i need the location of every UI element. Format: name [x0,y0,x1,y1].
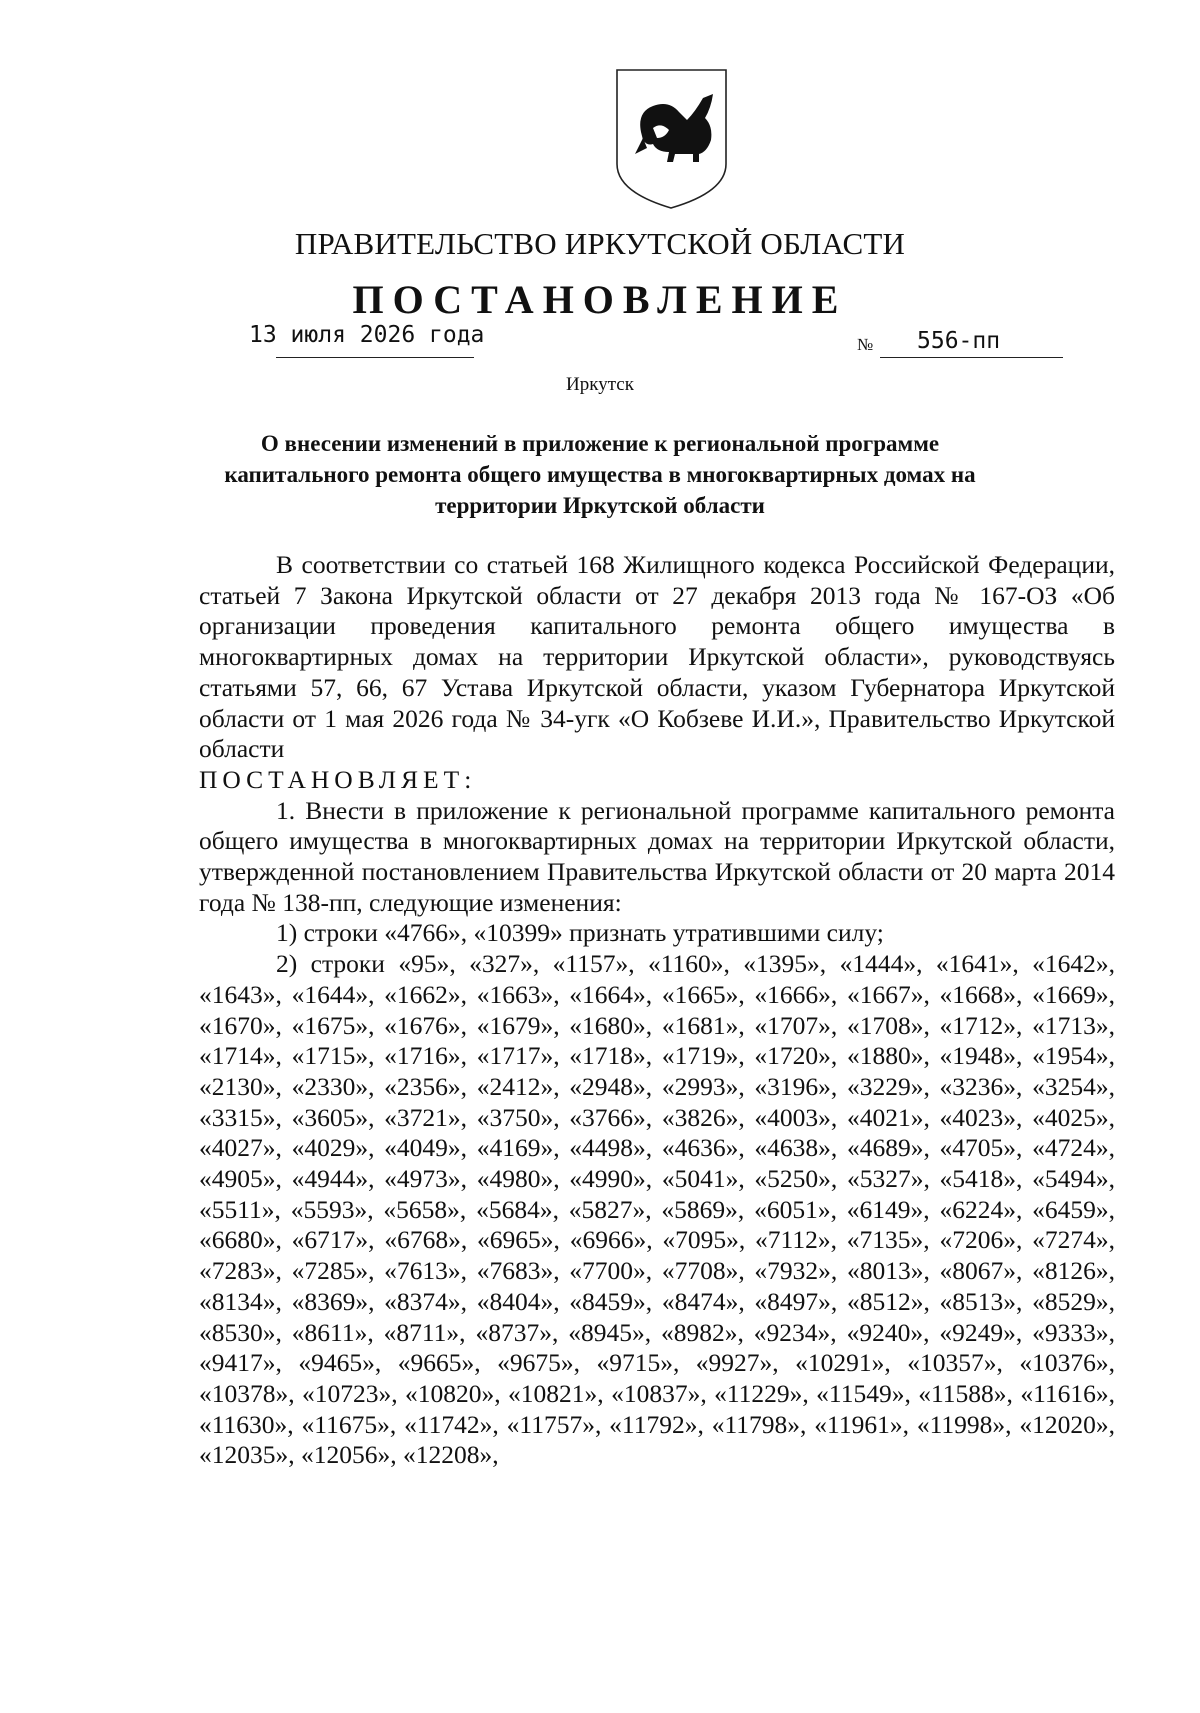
document-number: 556-пп [917,328,1001,354]
resolves-word: ПОСТАНОВЛЯЕТ: [199,764,477,794]
title-line: капитального ремонта общего имущества в многоквартирных домах на [224,462,976,487]
government-name: ПРАВИТЕЛЬСТВО ИРКУТСКОЙ ОБЛАСТИ [294,226,906,261]
subitem-1-paragraph: 1) строки «4766», «10399» признать утратившими силу; [276,918,884,948]
city-name: Иркутск [566,374,634,395]
document-title [190,428,1010,521]
date-underline [276,357,474,358]
title-line: О внесении изменений в приложение к региональной программе [260,431,940,456]
number-label: № [857,335,874,354]
item-1-paragraph: 1. Внести в приложение к региональной программе капитального ремонта общего имущества в многоквартирных домах на территории Иркутской области, утвержденной постановлением Правительства Иркутской области от 20 марта 2014 года № 138-пп, следующие изменения: [199,795,1115,917]
preamble-paragraph: В соответствии со статьей 168 Жилищного кодекса Российской Федерации, статьей 7 Закона Иркутской области от 27 декабря 2013 года № 167-ОЗ «Об организации проведения капитального ремонта общего имущества в многоквартирных домах на территории Иркутской области», руководствуясь статьями 57, 66, 67 Устава Иркутской области, указом Губернатора Иркутской области от 1 мая 2026 года № 34-угк «О Кобзеве И.И.», Правительство Иркутской области [199,550,1115,764]
document-date: 13 июля 2026 года [249,322,485,348]
document-type: ПОСТАНОВЛЕНИЕ [352,277,848,322]
subitem-2-paragraph: 2) строки «95», «327», «1157», «1160», «1395», «1444», «1641», «1642», «1643», «1644», «1662», «1663», «1664», «1665», «1666», «1667», «1668», «1669», «1670», «1675», «1676», «1679», «1680», «1681», «1707», «1708», «1712», «1713», «1714», «1715», «1716», «1717», «1718», «1719», «1720», «1880», «1948», «1954», «2130», «2330», «2356», «2412», «2948», «2993», «3196», «3229», «3236», «3254», «3315», «3605», «3721», «3750», «3766», «3826», «4003», «4021», «4023», «4025», «4027», «4029», «4049», «4169», «4498», «4636», «4638», «4689», «4705», «4724», «4905», «4944», «4973», «4980», «4990», «5041», «5250», «5327», «5418», «5494», «5511», «5593», «5658», «5684», «5827», «5869», «6051», «6149», «6224», «6459», «6680», «6717», «6768», «6965», «6966», «7095», «7112», «7135», «7206», «7274», «7283», «7285», «7613», «7683», «7700», «7708», «7932», «8013», «8067», «8126», «8134», «8369», «8374», «8404», «8459», «8474», «8497», «8512», «8513», «8529», «8530», «8611», «8711», «8737», «8945», «8982», «9234», «9240», «9249», «9333», «9417», «9465», «9665», «9675», «9715», «9927», «10291», «10357», «10376», «10378», «10723», «10820», «10821», «10837», «11229», «11549», «11588», «11616», «11630», «11675», «11742», «11757», «11792», «11798», «11961», «11998», «12020», «12035», «12056», «12208», [199,949,1115,1470]
document-body [199,550,1115,1471]
coat-of-arms-emblem [613,68,730,210]
number-underline [880,357,1063,358]
title-line: территории Иркутской области [435,493,765,518]
